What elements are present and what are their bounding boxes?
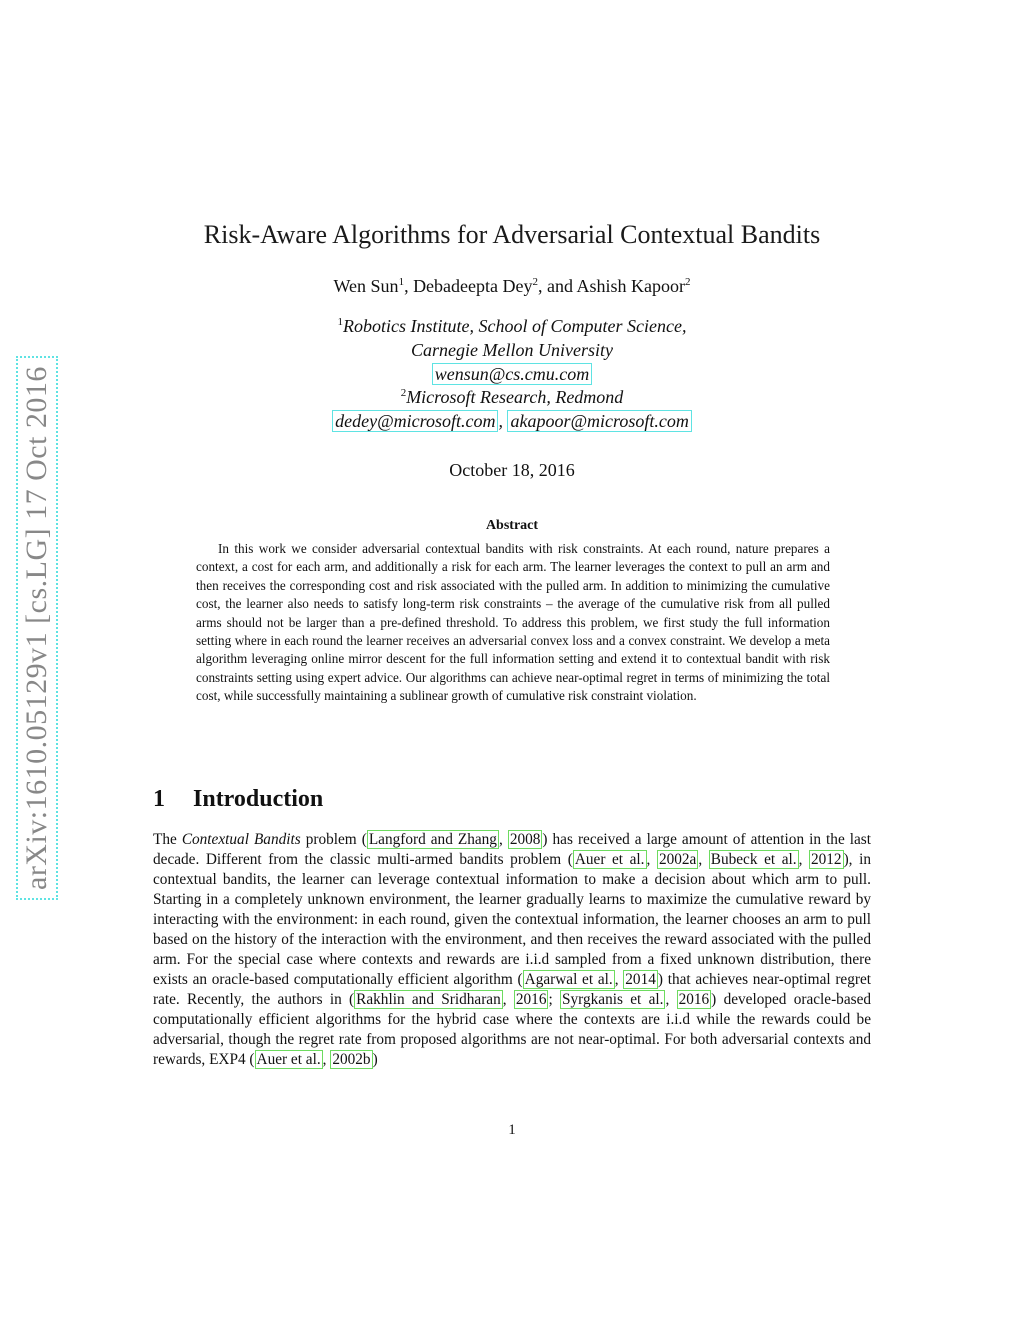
paper-title: Risk-Aware Algorithms for Adversarial Contextual Bandits [203, 220, 821, 249]
citation-link[interactable]: 2008 [509, 831, 541, 848]
intro-text: ) developed oracle-based computationally efficient algorithms for the hybrid case where the contexts are i.i.d while the rewards could be adversarial, though the regret rate from proposed algorithms are not near-optimal. For both adversarial contexts and rewards, EXP4 ( [153, 991, 872, 1068]
intro-text: , [798, 851, 809, 868]
aff-sup: 2 [400, 387, 407, 399]
intro-text: ) [372, 1051, 378, 1068]
citation-link[interactable]: Auer et al. [574, 851, 645, 868]
aff-sup: 1 [337, 316, 344, 328]
intro-text: , [665, 991, 677, 1008]
intro-italic: Contextual Bandits [181, 831, 301, 848]
affiliation-1-line-2: Carnegie Mellon University [411, 340, 613, 360]
affiliation-2 [0, 387, 1024, 408]
citation-link[interactable]: Agarwal et al. [524, 971, 613, 988]
email-separator: , [498, 411, 508, 431]
intro-text: , [614, 971, 624, 988]
intro-text: , [698, 851, 709, 868]
aff-text: Microsoft Research, Redmond [406, 387, 624, 407]
abstract-heading: Abstract [485, 518, 539, 533]
email-row-1 [0, 364, 1024, 385]
citation-link[interactable]: 2016 [678, 991, 710, 1008]
author-name: , Debadeepta Dey [404, 276, 533, 296]
citation-link[interactable]: Bubeck et al. [710, 851, 797, 868]
author-sup: 2 [532, 276, 538, 288]
arxiv-stamp[interactable]: arXiv:1610.05129v1 [cs.LG] 17 Oct 2016 [16, 356, 58, 900]
intro-text: , [646, 851, 657, 868]
author-line [0, 276, 1024, 297]
intro-text: , [498, 831, 508, 848]
aff-text: Robotics Institute, School of Computer Science, [343, 316, 687, 336]
citation-link[interactable]: Langford and Zhang [368, 831, 497, 848]
section-title: Introduction [193, 786, 324, 812]
author-sup: 2 [685, 276, 691, 288]
intro-text: , [322, 1051, 331, 1068]
citation-link[interactable]: 2016 [515, 991, 547, 1008]
citation-link[interactable]: Syrgkanis et al. [562, 991, 664, 1008]
email-link[interactable]: dedey@microsoft.com [332, 410, 498, 432]
citation-link[interactable]: 2002a [658, 851, 697, 868]
section-heading [153, 786, 323, 813]
intro-text: ) has received a large amount of attention in the last decade. Different from the classic multi-armed bandits problem ( [153, 831, 871, 868]
date: October 18, 2016 [449, 460, 575, 480]
citation-link[interactable]: 2012 [810, 851, 842, 868]
citation-link[interactable]: 2014 [625, 971, 656, 988]
abstract-text: In this work we consider adversarial contextual bandits with risk constraints. At each round, nature prepares a context, a cost for each arm, and additionally a risk for each arm. The learner leverages the context to pull an arm and then receives the corresponding cost and risk associated with the pulled arm. In addition to minimizing the cumulative cost, the learner also needs to satisfy long-term risk constraints – the average of the cumulative risk from all pulled arms should not be larger than a pre-defined threshold. To address this problem, we first study the full information setting where in each round the learner receives an adversarial convex loss and a convex constraint. We develop a meta algorithm leveraging online mirror descent for the full information setting and extend it to contextual bandit with risk constraints setting using expert advice. Our algorithms can achieve near-optimal regret in terms of minimizing the total cost, while successfully maintaining a sublinear growth of cumulative risk constraint violation. [196, 541, 830, 704]
intro-text: problem ( [300, 831, 367, 848]
intro-text: ), in contextual bandits, the learner can leverage contextual information to make a decision about which arm to pull. Starting in a completely unknown environment, the learner gradually learns to maximize the cumulative reward by interacting with the environment: in each round, given the contextual information, the learner chooses an arm to pull based on the history of the interaction with the environment, and then receives the reward associated with the pulled arm. For the special case where contexts and rewards are i.i.d sampled from a fixed unknown distribution, there exists an oracle-based computationally efficient algorithm ( [153, 851, 871, 988]
email-link[interactable]: akapoor@microsoft.com [507, 410, 691, 432]
citation-link[interactable]: Rakhlin and Sridharan [356, 991, 501, 1008]
intro-text: The [153, 831, 182, 848]
intro-text: ) that achieves near-optimal regret rate. Recently, the authors in ( [153, 971, 872, 1008]
author-name: , and Ashish Kapoor [538, 276, 685, 296]
email-row-2 [0, 411, 1024, 432]
citation-link[interactable]: 2002b [332, 1051, 371, 1068]
intro-paragraph [153, 830, 871, 1070]
author-name: Wen Sun [333, 276, 399, 296]
intro-text: , [502, 991, 514, 1008]
email-link[interactable]: wensun@cs.cmu.com [432, 363, 593, 385]
citation-link[interactable]: Auer et al. [256, 1051, 321, 1068]
section-number: 1 [153, 786, 165, 812]
author-sup: 1 [398, 276, 405, 288]
page-number: 1 [508, 1122, 516, 1138]
affiliation-1 [0, 316, 1024, 337]
intro-text: ; [548, 991, 561, 1008]
